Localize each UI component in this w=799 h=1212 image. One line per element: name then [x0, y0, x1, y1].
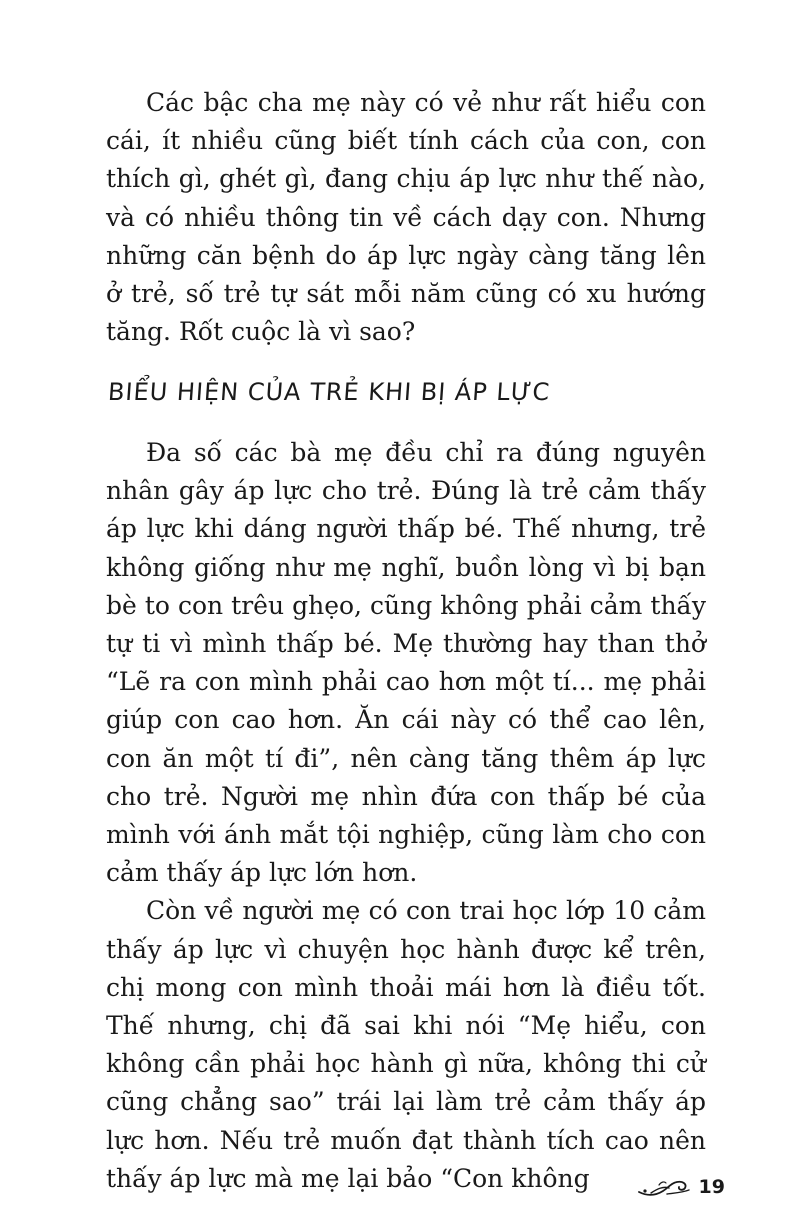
- page-footer: [637, 1176, 725, 1198]
- page-number: 19: [698, 1176, 725, 1198]
- section-heading: BIỂU HIỆN CỦA TRẺ KHI BỊ ÁP LỰC: [107, 378, 552, 406]
- intro-text-block: [106, 84, 706, 351]
- section-body: [106, 434, 706, 1198]
- intro-paragraph: Các bậc cha mẹ này có vẻ như rất hiểu con cái, ít nhiều cũng biết tính cách của con, con thích gì, ghét gì, đang chịu áp lực như thế nào, và có nhiều thông tin về cách dạy con. Nhưng những căn bệnh do áp lực ngày càng tăng lên ở trẻ, số trẻ tự sát mỗi năm cũng có xu hướng tăng. Rốt cuộc là vì sao?: [106, 88, 706, 347]
- body-paragraph-2: Còn về người mẹ có con trai học lớp 10 cảm thấy áp lực vì chuyện học hành được kể trên, chị mong con mình thoải mái hơn là điều tốt. Thế nhưng, chị đã sai khi nói “Mẹ hiểu, con không cần phải học hành gì nữa, không thi cử cũng chẳng sao” trái lại làm trẻ cảm thấy áp lực hơn. Nếu trẻ muốn đạt thành tích cao nên thấy áp lực mà mẹ lại bảo “Con không: [106, 896, 706, 1193]
- body-paragraph-1: Đa số các bà mẹ đều chỉ ra đúng nguyên nhân gây áp lực cho trẻ. Đúng là trẻ cảm thấy áp lực khi dáng người thấp bé. Thế nhưng, trẻ không giống như mẹ nghĩ, buồn lòng vì bị bạn bè to con trêu ghẹo, cũng không phải cảm thấy tự ti vì mình thấp bé. Mẹ thường hay than thở “Lẽ ra con mình phải cao hơn một tí... mẹ phải giúp con cao hơn. Ăn cái này có thể cao lên, con ăn một tí đi”, nên càng tăng thêm áp lực cho trẻ. Người mẹ nhìn đứa con thấp bé của mình với ánh mắt tội nghiệp, cũng làm cho con cảm thấy áp lực lớn hơn.: [106, 438, 706, 888]
- swirl-ornament-icon: [637, 1176, 695, 1198]
